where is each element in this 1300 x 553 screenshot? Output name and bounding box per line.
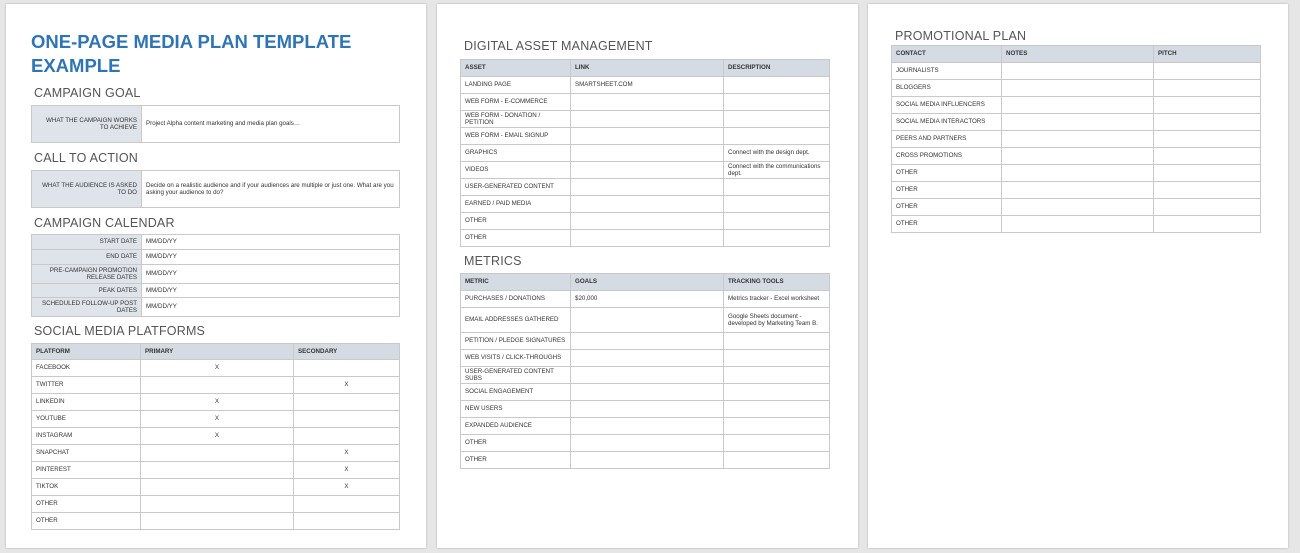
promotional-plan-table xyxy=(891,45,1261,233)
platform-cell: TIKTOK xyxy=(32,479,141,496)
tracking-tool-cell[interactable] xyxy=(724,418,830,435)
calendar-label: SCHEDULED FOLLOW-UP POST DATES xyxy=(32,298,142,317)
tracking-tool-cell[interactable]: Google Sheets document - developed by Marketing Team B. xyxy=(724,308,830,333)
pitch-cell[interactable] xyxy=(1154,216,1261,233)
pitch-cell[interactable] xyxy=(1154,199,1261,216)
calendar-label: START DATE xyxy=(32,235,142,250)
column-header-pitch: PITCH xyxy=(1154,46,1261,63)
primary-cell[interactable] xyxy=(141,377,294,394)
goal-cell[interactable] xyxy=(571,452,724,469)
column-header-secondary: SECONDARY xyxy=(294,344,400,360)
pitch-cell[interactable] xyxy=(1154,148,1261,165)
column-header-tracking-tools: TRACKING TOOLS xyxy=(724,274,830,291)
secondary-cell[interactable] xyxy=(294,428,400,445)
platform-cell: TWITTER xyxy=(32,377,141,394)
notes-cell[interactable] xyxy=(1002,131,1154,148)
link-cell[interactable] xyxy=(571,196,724,213)
calendar-label: PEAK DATES xyxy=(32,284,142,298)
link-cell[interactable]: SMARTSHEET.COM xyxy=(571,77,724,94)
link-cell[interactable] xyxy=(571,128,724,145)
asset-cell: OTHER xyxy=(461,213,571,230)
link-cell[interactable] xyxy=(571,179,724,196)
link-cell[interactable] xyxy=(571,162,724,179)
asset-cell: VIDEOS xyxy=(461,162,571,179)
link-cell[interactable] xyxy=(571,111,724,128)
platform-cell: INSTAGRAM xyxy=(32,428,141,445)
metrics-heading: METRICS xyxy=(464,254,522,268)
asset-cell: WEB FORM - DONATION / PETITION xyxy=(461,111,571,128)
metric-cell: OTHER xyxy=(461,452,571,469)
column-header-metric: METRIC xyxy=(461,274,571,291)
column-header-notes: NOTES xyxy=(1002,46,1154,63)
link-cell[interactable] xyxy=(571,145,724,162)
contact-cell: PEERS AND PARTNERS xyxy=(892,131,1002,148)
secondary-cell[interactable] xyxy=(294,496,400,513)
tracking-tool-cell[interactable] xyxy=(724,401,830,418)
metric-cell: EXPANDED AUDIENCE xyxy=(461,418,571,435)
metric-cell: EMAIL ADDRESSES GATHERED xyxy=(461,308,571,333)
tracking-tool-cell[interactable] xyxy=(724,333,830,350)
campaign-goal-table xyxy=(31,105,400,143)
goal-cell[interactable] xyxy=(571,308,724,333)
secondary-cell[interactable] xyxy=(294,360,400,377)
primary-cell[interactable]: X xyxy=(141,411,294,428)
asset-cell: WEB FORM - E-COMMERCE xyxy=(461,94,571,111)
metric-cell: PETITION / PLEDGE SIGNATURES xyxy=(461,333,571,350)
column-header-link: LINK xyxy=(571,60,724,77)
metric-cell: NEW USERS xyxy=(461,401,571,418)
metric-cell: SOCIAL ENGAGEMENT xyxy=(461,384,571,401)
primary-cell[interactable]: X xyxy=(141,394,294,411)
calendar-value[interactable]: MM/DD/YY xyxy=(142,250,400,265)
pitch-cell[interactable] xyxy=(1154,131,1261,148)
goal-cell[interactable] xyxy=(571,333,724,350)
call-to-action-value[interactable]: Decide on a realistic audience and if your audiences are multiple or just one. What are you asking your audience to do? xyxy=(142,171,400,208)
tracking-tool-cell[interactable] xyxy=(724,367,830,384)
notes-cell[interactable] xyxy=(1002,165,1154,182)
pitch-cell[interactable] xyxy=(1154,63,1261,80)
metric-cell: PURCHASES / DONATIONS xyxy=(461,291,571,308)
link-cell[interactable] xyxy=(571,230,724,247)
column-header-asset: ASSET xyxy=(461,60,571,77)
calendar-value[interactable]: MM/DD/YY xyxy=(142,265,400,284)
contact-cell: BLOGGERS xyxy=(892,80,1002,97)
tracking-tool-cell[interactable] xyxy=(724,350,830,367)
calendar-value[interactable]: MM/DD/YY xyxy=(142,235,400,250)
primary-cell[interactable] xyxy=(141,496,294,513)
description-cell[interactable] xyxy=(724,77,830,94)
metrics-table xyxy=(460,273,830,469)
notes-cell[interactable] xyxy=(1002,63,1154,80)
campaign-goal-value[interactable]: Project Alpha content marketing and media plan goals… xyxy=(142,106,400,143)
notes-cell[interactable] xyxy=(1002,114,1154,131)
column-header-contact: CONTACT xyxy=(892,46,1002,63)
metric-cell: USER-GENERATED CONTENT SUBS xyxy=(461,367,571,384)
social-media-heading: SOCIAL MEDIA PLATFORMS xyxy=(34,324,206,338)
column-header-goals: GOALS xyxy=(571,274,724,291)
secondary-cell[interactable]: X xyxy=(294,377,400,394)
asset-cell: OTHER xyxy=(461,230,571,247)
goal-cell[interactable] xyxy=(571,350,724,367)
notes-cell[interactable] xyxy=(1002,216,1154,233)
digital-asset-heading: DIGITAL ASSET MANAGEMENT xyxy=(464,39,653,53)
calendar-value[interactable]: MM/DD/YY xyxy=(142,298,400,317)
calendar-label: END DATE xyxy=(32,250,142,265)
column-header-description: DESCRIPTION xyxy=(724,60,830,77)
campaign-goal-label: WHAT THE CAMPAIGN WORKS TO ACHIEVE xyxy=(32,106,142,143)
tracking-tool-cell[interactable] xyxy=(724,384,830,401)
pitch-cell[interactable] xyxy=(1154,165,1261,182)
campaign-calendar-heading: CAMPAIGN CALENDAR xyxy=(34,216,175,230)
promotional-plan-heading: PROMOTIONAL PLAN xyxy=(895,29,1027,43)
description-cell[interactable] xyxy=(724,230,830,247)
description-cell[interactable] xyxy=(724,94,830,111)
description-cell[interactable] xyxy=(724,179,830,196)
platform-cell: FACEBOOK xyxy=(32,360,141,377)
contact-cell: OTHER xyxy=(892,199,1002,216)
column-header-primary: PRIMARY xyxy=(141,344,294,360)
platform-cell: PINTEREST xyxy=(32,462,141,479)
primary-cell[interactable] xyxy=(141,462,294,479)
secondary-cell[interactable]: X xyxy=(294,479,400,496)
digital-asset-table xyxy=(460,59,830,247)
primary-cell[interactable] xyxy=(141,445,294,462)
goal-cell[interactable]: $20,000 xyxy=(571,291,724,308)
contact-cell: JOURNALISTS xyxy=(892,63,1002,80)
contact-cell: CROSS PROMOTIONS xyxy=(892,148,1002,165)
metric-cell: OTHER xyxy=(461,435,571,452)
description-cell[interactable]: Connect with the design dept. xyxy=(724,145,830,162)
goal-cell[interactable] xyxy=(571,401,724,418)
primary-cell[interactable] xyxy=(141,513,294,530)
notes-cell[interactable] xyxy=(1002,199,1154,216)
tracking-tool-cell[interactable] xyxy=(724,452,830,469)
secondary-cell[interactable] xyxy=(294,411,400,428)
campaign-goal-heading: CAMPAIGN GOAL xyxy=(34,86,141,100)
notes-cell[interactable] xyxy=(1002,80,1154,97)
secondary-cell[interactable] xyxy=(294,394,400,411)
platform-cell: OTHER xyxy=(32,496,141,513)
link-cell[interactable] xyxy=(571,94,724,111)
primary-cell[interactable]: X xyxy=(141,428,294,445)
contact-cell: OTHER xyxy=(892,165,1002,182)
document-title: ONE-PAGE MEDIA PLAN TEMPLATE EXAMPLE xyxy=(31,31,352,76)
description-cell[interactable]: Connect with the communications dept. xyxy=(724,162,830,179)
platform-cell: LINKEDIN xyxy=(32,394,141,411)
asset-cell: GRAPHICS xyxy=(461,145,571,162)
contact-cell: SOCIAL MEDIA INTERACTORS xyxy=(892,114,1002,131)
secondary-cell[interactable] xyxy=(294,513,400,530)
goal-cell[interactable] xyxy=(571,367,724,384)
asset-cell: EARNED / PAID MEDIA xyxy=(461,196,571,213)
primary-cell[interactable]: X xyxy=(141,360,294,377)
link-cell[interactable] xyxy=(571,213,724,230)
asset-cell: LANDING PAGE xyxy=(461,77,571,94)
pitch-cell[interactable] xyxy=(1154,80,1261,97)
contact-cell: OTHER xyxy=(892,182,1002,199)
description-cell[interactable] xyxy=(724,213,830,230)
call-to-action-heading: CALL TO ACTION xyxy=(34,151,138,165)
asset-cell: WEB FORM - EMAIL SIGNUP xyxy=(461,128,571,145)
pitch-cell[interactable] xyxy=(1154,97,1261,114)
goal-cell[interactable] xyxy=(571,384,724,401)
goal-cell[interactable] xyxy=(571,418,724,435)
calendar-value[interactable]: MM/DD/YY xyxy=(142,284,400,298)
call-to-action-table xyxy=(31,170,400,208)
notes-cell[interactable] xyxy=(1002,148,1154,165)
tracking-tool-cell[interactable]: Metrics tracker - Excel worksheet xyxy=(724,291,830,308)
document-page-2 xyxy=(437,4,858,548)
tracking-tool-cell[interactable] xyxy=(724,435,830,452)
column-header-platform: PLATFORM xyxy=(32,344,141,360)
primary-cell[interactable] xyxy=(141,479,294,496)
campaign-calendar-table xyxy=(31,234,400,317)
document-page-3 xyxy=(868,4,1288,548)
contact-cell: SOCIAL MEDIA INFLUENCERS xyxy=(892,97,1002,114)
platform-cell: SNAPCHAT xyxy=(32,445,141,462)
description-cell[interactable] xyxy=(724,128,830,145)
platform-cell: YOUTUBE xyxy=(32,411,141,428)
document-page-1 xyxy=(6,4,426,548)
calendar-label: PRE-CAMPAIGN PROMOTION RELEASE DATES xyxy=(32,265,142,284)
call-to-action-label: WHAT THE AUDIENCE IS ASKED TO DO xyxy=(32,171,142,208)
secondary-cell[interactable]: X xyxy=(294,445,400,462)
pitch-cell[interactable] xyxy=(1154,182,1261,199)
metric-cell: WEB VISITS / CLICK-THROUGHS xyxy=(461,350,571,367)
description-cell[interactable] xyxy=(724,196,830,213)
contact-cell: OTHER xyxy=(892,216,1002,233)
secondary-cell[interactable]: X xyxy=(294,462,400,479)
notes-cell[interactable] xyxy=(1002,182,1154,199)
social-media-table xyxy=(31,343,400,530)
description-cell[interactable] xyxy=(724,111,830,128)
goal-cell[interactable] xyxy=(571,435,724,452)
platform-cell: OTHER xyxy=(32,513,141,530)
notes-cell[interactable] xyxy=(1002,97,1154,114)
asset-cell: USER-GENERATED CONTENT xyxy=(461,179,571,196)
pitch-cell[interactable] xyxy=(1154,114,1261,131)
